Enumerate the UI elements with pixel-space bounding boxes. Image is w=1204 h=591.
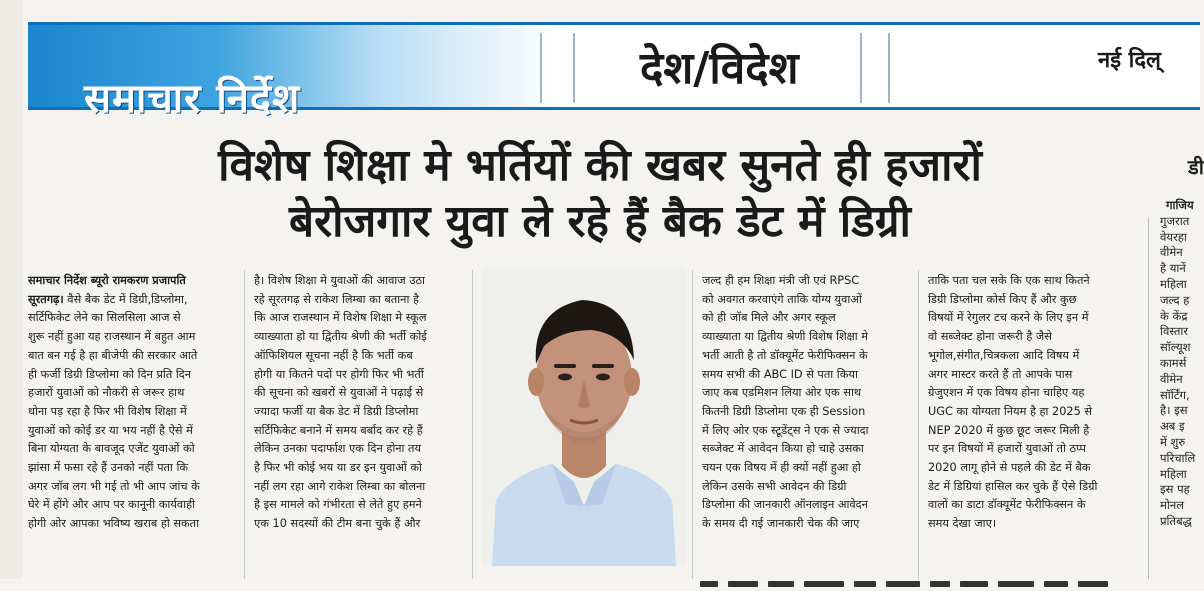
column-line: ज्यादा फर्जी या बैक डेट में डिग्री डिप्लोमा [254,404,419,418]
column-line: के समय दी गई जानकारी चेक की जाए [702,517,860,531]
column-line: विस्तार [1160,324,1189,339]
article-column-1 [28,272,238,572]
article-headline [90,138,1110,250]
column-line: डिग्री डिप्लोमा कोर्स किए हैं और कुछ [928,292,1077,306]
column-line: जल्द ही हम शिक्षा मंत्री जी एवं RPSC [702,274,860,287]
column-line: NEP 2020 में कुछ छूट जरूर मिली है [928,423,1090,437]
column-line: होगी या कितने पदों पर होगी फिर भी भर्ती [254,367,424,381]
column-line: भर्ती आती है तो डॉक्यूमेंट फेरीफिक्सन के [702,348,868,362]
newspaper-brand: समाचार निर्देश [84,76,301,122]
section-title: देश/विदेश [640,43,799,94]
column-line: अगर मास्टर करते हैं तो आपके पास [928,367,1073,381]
adjacent-headline-fragment: डी [1188,155,1204,179]
column-line: रहे सूरतगढ़ से राकेश लिम्बा का बताना है [254,292,419,306]
column-line: ग्रेजुएशन में एक विषय होना चाहिए यह [928,386,1085,400]
column-rule [1148,218,1149,579]
column-rule [244,270,245,579]
column-line: है यानें [1160,261,1186,276]
column-line: प्रतिबद्ध [1160,513,1192,528]
cropped-text-row [700,572,1140,580]
column-line: कि आज राजस्थान में विशेष शिक्षा मे स्कूल [254,311,427,325]
column-line: डेट में डिग्रियां हासिल कर चुके हैं ऐसे डिग्री [928,479,1098,493]
column-line: महिला [1160,466,1187,481]
column-line: सर्टिफिकेट लेने का सिलसिला आज से [28,311,181,325]
column-line: जाए कब एडमिशन लिया ओर एक साथ [702,386,862,400]
column-line: डिप्लोमा की जानकारी ऑनलाइन आवेदन [702,498,868,512]
column-line: लेकिन उनका पदार्फाश एक दिन होना तय [254,442,422,456]
column-line: वैसे बैक डेट में डिग्री,डिप्लोमा, [67,292,188,306]
column-line: भूगोल,संगीत,चित्रकला आदि विषय में [928,348,1080,362]
column-line: युवाओं को कोई डर या भय नहीं है ऐसे में [28,423,193,437]
column-line: ही फर्जी डिग्री डिप्लोमा को दिन प्रति दिन [28,367,192,381]
column-line: बिना योग्यता के बावजूद एजेंट युवाओं को [28,442,195,456]
column-line: सर्टिफिकेट बनाने में समय बर्बाद कर रहे हैं [254,423,423,437]
column-rule [472,270,473,579]
column-line: धोना पड़ रहा है फिर भी विशेष शिक्षा में [28,404,187,418]
column-line: कितनी डिग्री डिप्लोमा एक ही Session [702,404,866,418]
divider [888,33,890,103]
column-line: अगर जॉब लग भी गई तो भी आप जांच के [28,479,200,493]
column-line: बात बन गई है हा बीजेपी की सरकार आते [28,348,198,362]
page-edge [0,0,22,579]
column-line: इस पह [1160,482,1190,497]
headline-line-1: विशेष शिक्षा मे भर्तियों की खबर सुनते ही हजारों [218,140,982,191]
column-line: होगी ओर आपका भविष्य खराब हो सकता [28,517,200,531]
column-line: वीमेन [1160,371,1183,386]
column-line: चयन एक विषय में ही क्यों नहीं हुआ हो [702,461,861,475]
column-line: गुजरात [1160,213,1190,228]
column-line: को अवगत करवाएंगे ताकि योग्य युवाओं [702,292,862,306]
column-line: को ही जॉब मिले और अगर स्कूल [702,311,836,325]
column-line: ताकि पता चल सके कि एक साथ कितने [928,274,1090,287]
column-line: 2020 लागू होने से पहले की डेट में बैक [928,461,1091,475]
column-line: वीमेन [1160,245,1183,260]
column-line: विषयों में रेगुलर टच करने के लिए इन में [928,311,1089,325]
column-line: ऑफिशियल सूचना नहीं है कि भर्ती कब [254,348,413,362]
article-column-3 [702,272,912,572]
column-line: UGC का योग्यता नियम है हा 2025 से [928,404,1093,418]
byline: समाचार निर्देश ब्यूरो रामकरण प्रजापति [28,274,186,287]
column-line: परिचालि [1160,450,1196,465]
column-rule [918,270,919,579]
column-line: अब इ [1160,419,1185,434]
divider [860,33,862,103]
dateline-city: नई दिल् [1098,48,1161,73]
column-line: झांसा में फसा रहे हैं उनको नहीं पता कि [28,461,189,475]
column-line: वेयरहा [1160,229,1187,244]
column-rule [692,270,693,579]
column-line: व्याख्याता या द्वितीय श्रेणी विशेष शिक्षा मे [702,330,869,344]
adjacent-article-column [1150,155,1204,579]
column-line: है। इस [1160,403,1188,418]
article-column-2 [254,272,464,572]
column-line: की सूचना को खबरों से युवाओं ने पढ़ाई से [254,386,424,400]
column-line: है इस मामले को गंभीरता से लेते हुए हमने [254,498,422,512]
column-line: के केंद्र [1160,308,1188,323]
column-line: सॉर्टिंग, [1160,387,1190,402]
person-illustration [482,268,686,566]
column-line: वो सब्जेक्ट होना जरूरी है जैसे [928,330,1052,344]
column-line: लेकिन उसके सभी आवेदन की डिग्री [702,479,847,493]
column-line: में शुरु [1160,434,1186,449]
divider [540,33,542,103]
masthead-banner [28,22,1200,122]
adjacent-dateline: गाजिय [1166,198,1194,212]
column-line: समय सभी की ABC ID से पता किया [702,367,858,381]
column-line: घेरे में होंगे और आप पर कानूनी कार्यवाही [28,498,196,512]
column-line: शुरू नहीं हुआ यह राजस्थान में बहुत आम [28,330,196,344]
column-line: वालों का डाटा डॉक्यूमेंट फेरीफिक्सन के [928,498,1086,512]
portrait-photo [482,268,686,566]
column-line: एक 10 सदस्यों की टीम बना चुके हैं और [254,517,421,531]
column-line: नहीं लग रहा आगे राकेश लिम्बा का बोलना [254,479,426,493]
column-line: जल्द ह [1160,292,1190,307]
column-line: हजारों युवाओं को नौकरी से जरूर हाथ [28,386,185,400]
column-line: पर इन विषयों में हजारों युवाओं तो ठप्प [928,442,1086,456]
headline-line-2: बेरोजगार युवा ले रहे हैं बैक डेट में डिग्री [289,196,911,247]
dateline: सूरतगढ़। [28,292,64,306]
column-line: कामर्स [1160,355,1187,370]
divider [573,33,575,103]
column-line: है फिर भी कोई भय या डर इन युवाओं को [254,461,422,475]
article-column-4 [928,272,1138,572]
column-line: सॉल्यूश [1160,340,1191,355]
column-line: है। विशेष शिक्षा मे युवाओं की आवाज उठा [254,274,425,287]
column-line: सब्जेक्ट में आवेदन किया हो चाहे उसका [702,442,864,456]
column-line: व्याख्याता हो या द्वितीय श्रेणी की भर्ती कोई [254,330,427,344]
column-line: में लिए ओर एक स्टूडेंट्स ने एक से ज्यादा [702,423,869,437]
column-line: समय देखा जाए। [928,517,997,531]
column-line: महिला [1160,276,1187,291]
column-line: मोनल [1160,498,1185,513]
